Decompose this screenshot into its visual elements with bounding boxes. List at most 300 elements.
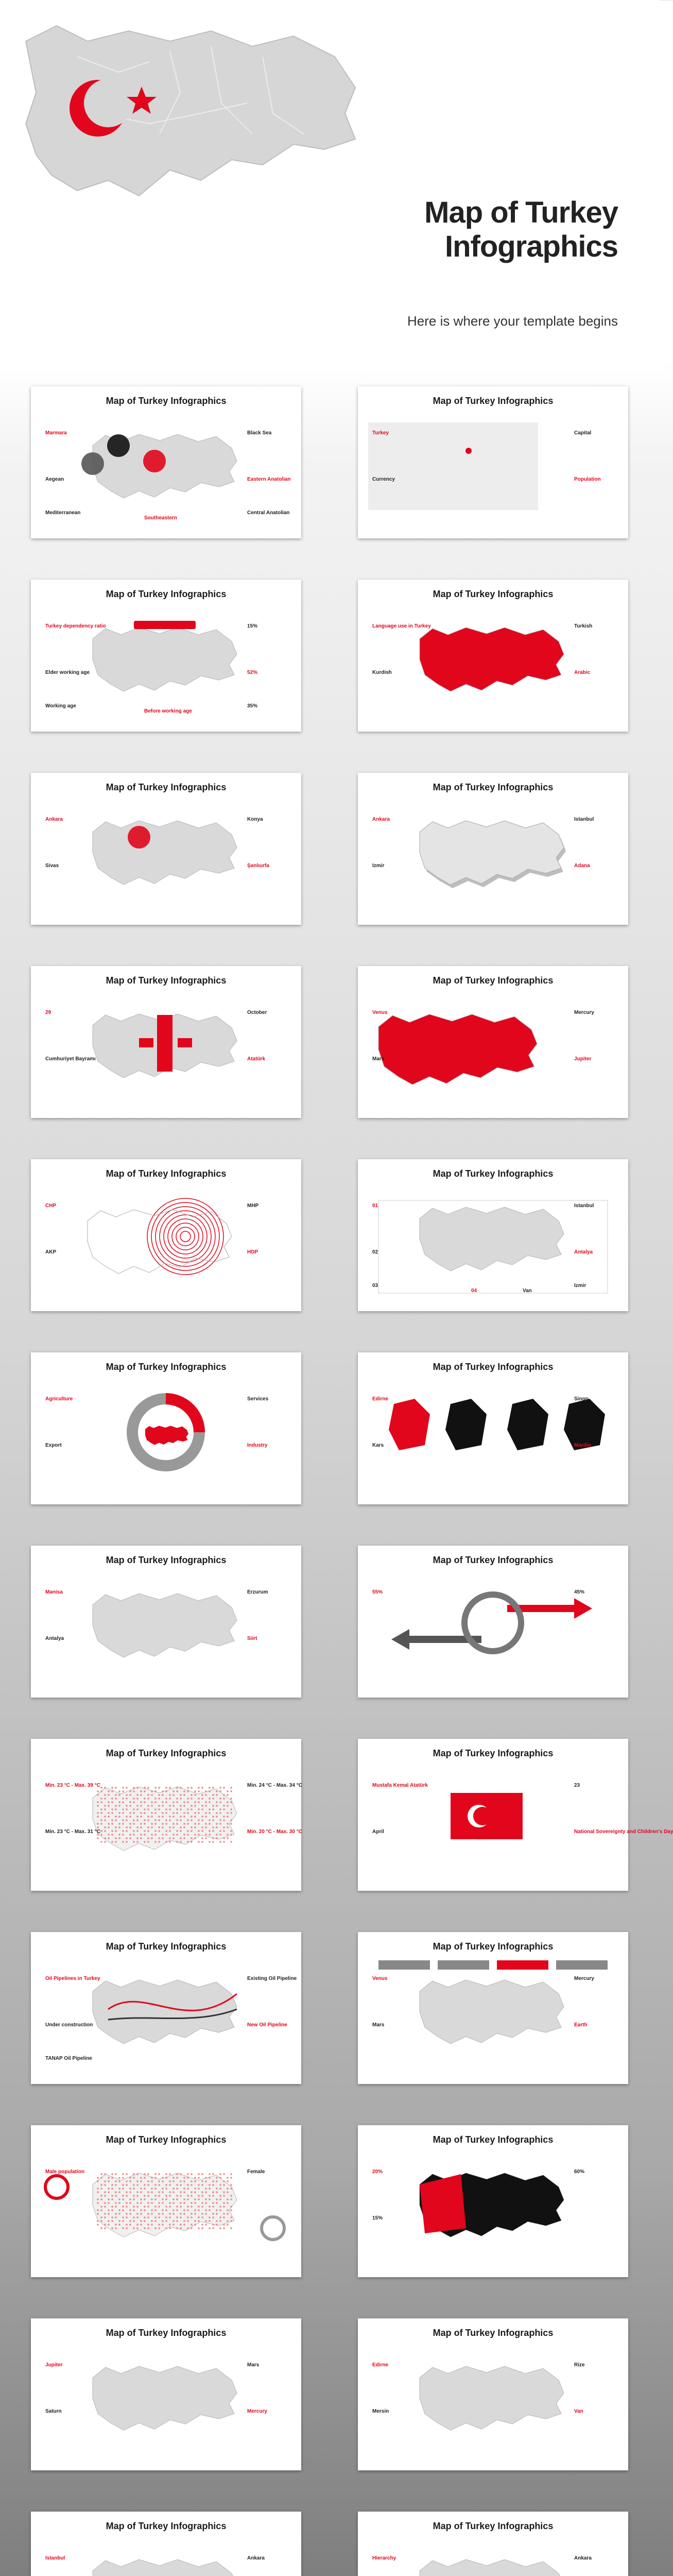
map-dot (158, 1819, 160, 1821)
map-dot (198, 2206, 200, 2208)
map-dot (144, 2184, 146, 2186)
map-dot (140, 1805, 142, 1807)
map-dot (136, 1830, 139, 1832)
map-dot (191, 1841, 193, 1843)
map-dot (230, 2188, 232, 2190)
map-dot (115, 1830, 117, 1832)
slide-7[interactable] (31, 966, 301, 1118)
map-dot (216, 2191, 218, 2193)
slide-label: Sivas (45, 863, 59, 869)
map-dot (118, 2177, 120, 2179)
map-dot (205, 1805, 207, 1807)
map-dot (108, 2213, 110, 2215)
map-dot (154, 1823, 157, 1825)
map-dot (144, 1841, 146, 1843)
map-dot (223, 2184, 225, 2186)
map-dot (212, 2227, 214, 2229)
map-dot (115, 2173, 117, 2175)
map-dot (216, 1816, 218, 1818)
map-dot (158, 2227, 160, 2229)
map-dot (180, 1798, 182, 1800)
slide-title: Map of Turkey Infographics (433, 1362, 554, 1372)
map-dot (129, 1794, 131, 1796)
map-dot (97, 1816, 99, 1818)
map-dot (198, 1798, 200, 1800)
map-dot (230, 2198, 232, 2200)
slide-14[interactable] (358, 1546, 628, 1698)
map-dot (191, 2195, 193, 2197)
map-dot (111, 2198, 113, 2200)
map-dot (187, 2220, 189, 2222)
map-dot (187, 2209, 189, 2211)
map-dot (169, 2213, 171, 2215)
map-dot (212, 1798, 214, 1800)
slide-24[interactable] (358, 2512, 628, 2576)
slide-label: Adana (574, 863, 590, 869)
map-dot (129, 1834, 131, 1836)
mini-map (145, 1426, 188, 1445)
map-dot (162, 2177, 164, 2179)
slide-label: Konya (247, 817, 263, 822)
slide-title: Map of Turkey Infographics (433, 1555, 554, 1565)
map-dot (176, 1787, 178, 1789)
map-dot (194, 2191, 196, 2193)
map-dot (191, 1819, 193, 1821)
map-dot (154, 2227, 157, 2229)
map-dot (183, 2220, 185, 2222)
map-dot (209, 1798, 211, 1800)
map-dot (144, 1823, 146, 1825)
map-dot (230, 1801, 232, 1803)
map-dot (223, 2191, 225, 2193)
map-dot (126, 1826, 128, 1828)
map-dot (169, 1819, 171, 1821)
map-dot (122, 1819, 124, 1821)
slide-6[interactable] (358, 773, 628, 925)
slide-15[interactable] (31, 1739, 301, 1891)
map-dot (223, 1805, 225, 1807)
slide-label: Jupiter (45, 2362, 63, 2368)
map-dot (227, 2177, 229, 2179)
map-dot (180, 2206, 182, 2208)
map-dot (100, 2227, 102, 2229)
map-dot (172, 2202, 175, 2204)
map-dot (198, 1808, 200, 1810)
slide-label: 15% (372, 2215, 383, 2221)
slide-graphic (358, 966, 628, 1118)
map-dot (176, 2227, 178, 2229)
slide-title: Map of Turkey Infographics (433, 1941, 554, 1952)
slide-graphic (31, 1739, 301, 1891)
map-dot (133, 2198, 135, 2200)
map-dot (191, 2227, 193, 2229)
map-dot (126, 2216, 128, 2218)
map-dot (201, 2216, 203, 2218)
map-dot (230, 2216, 232, 2218)
slide-graphic (358, 773, 628, 925)
slide-title: Map of Turkey Infographics (106, 1555, 227, 1565)
map-dot (162, 2198, 164, 2200)
map-dot (180, 2173, 182, 2175)
map-dot (144, 2173, 146, 2175)
map-dot (180, 2227, 182, 2229)
map-dot (129, 2220, 131, 2222)
map-dot (151, 1794, 153, 1796)
map-dot (183, 1790, 185, 1792)
map-dot (172, 2198, 175, 2200)
map-dot (230, 2209, 232, 2211)
map-dot (180, 1826, 182, 1828)
map-dot (230, 2195, 232, 2197)
map-dot (205, 1826, 207, 1828)
map-dot (111, 1823, 113, 1825)
map-dot (140, 1801, 142, 1803)
tab-box (378, 1960, 430, 1970)
map-dot (227, 1834, 229, 1836)
map-dot (136, 2216, 139, 2218)
map-dot (97, 1812, 99, 1814)
map-dot (223, 2224, 225, 2226)
map-dot (201, 2184, 203, 2186)
map-dot (172, 1805, 175, 1807)
map-dot (205, 2188, 207, 2190)
map-dot (223, 2213, 225, 2215)
slide-21[interactable] (31, 2318, 301, 2470)
slide-11[interactable] (31, 1352, 301, 1504)
map-dot (198, 2227, 200, 2229)
map-dot (169, 1837, 171, 1839)
map-dot (111, 1790, 113, 1792)
map-dot (227, 2209, 229, 2211)
map-dot (154, 1808, 157, 1810)
slide-label: National Sovereignty and Children's Day (574, 1829, 673, 1835)
map-dot (227, 2188, 229, 2190)
ring (176, 1227, 195, 1246)
slide-label: MHP (247, 1203, 259, 1209)
map-dot (140, 2224, 142, 2226)
map-dot (126, 2227, 128, 2229)
map-dot (122, 2195, 124, 2197)
map-dot (122, 2173, 124, 2175)
map-dot (108, 1812, 110, 1814)
map-dot (115, 1816, 117, 1818)
slide-label: Male population (45, 2169, 85, 2175)
map-dot (162, 1805, 164, 1807)
slide-label: Venus (372, 1976, 388, 1981)
map-dot (194, 2180, 196, 2182)
map-dot (133, 1801, 135, 1803)
slide-graphic (358, 2512, 628, 2576)
map-dot (104, 2191, 106, 2193)
map-dot (111, 2173, 113, 2175)
map-dot (183, 1801, 185, 1803)
map-dot (147, 1830, 149, 1832)
map-dot (191, 2216, 193, 2218)
map-dot (104, 2180, 106, 2182)
map-dot (230, 1812, 232, 1814)
map-dot (216, 2188, 218, 2190)
map-dot (180, 1816, 182, 1818)
map-dot (115, 1794, 117, 1796)
map-dot (201, 2213, 203, 2215)
map-dot (147, 1837, 149, 1839)
slide-2[interactable] (358, 386, 628, 538)
map-dot (147, 2195, 149, 2197)
map-dot (100, 2195, 102, 2197)
map-dot (205, 1823, 207, 1825)
map-dot (154, 2173, 157, 2175)
map-dot (133, 2227, 135, 2229)
map-dot (136, 1794, 139, 1796)
slide-label: 20% (372, 2169, 383, 2175)
map-dot (151, 1816, 153, 1818)
slide-12[interactable] (358, 1352, 628, 1504)
map-dot (169, 2227, 171, 2229)
map-dot (108, 1834, 110, 1836)
map-dot (187, 1790, 189, 1792)
map-dot (115, 1808, 117, 1810)
map-dot (140, 1816, 142, 1818)
map-dot (230, 2177, 232, 2179)
slide-5[interactable] (31, 773, 301, 925)
map-dot (216, 1812, 218, 1814)
slide-22[interactable] (358, 2318, 628, 2470)
map-dot (212, 2213, 214, 2215)
map-dot (209, 2198, 211, 2200)
slide-label: Marmara (45, 430, 67, 436)
map-dot (108, 1805, 110, 1807)
map-dot (111, 1841, 113, 1843)
map-dot (118, 2191, 120, 2193)
map-dot (140, 2198, 142, 2200)
slide-20[interactable] (358, 2125, 628, 2277)
map-dot (205, 1837, 207, 1839)
map-dot (133, 2209, 135, 2211)
map-dot (147, 1787, 149, 1789)
map-dot (216, 1805, 218, 1807)
slide-8[interactable] (358, 966, 628, 1118)
slide-label: Edirne (372, 2362, 389, 2368)
map-dot (219, 1790, 221, 1792)
map-dot (230, 1808, 232, 1810)
map-dot (205, 2220, 207, 2222)
map-dot (100, 1790, 102, 1792)
map-dot (165, 1823, 167, 1825)
map-dot (115, 1805, 117, 1807)
map-dot (118, 2180, 120, 2182)
map-dot (140, 2202, 142, 2204)
map-dot (154, 1830, 157, 1832)
map-dot (176, 1808, 178, 1810)
slide-label: AKP (45, 1249, 57, 1255)
map-dot (191, 2206, 193, 2208)
map-dot (219, 2220, 221, 2222)
map-dot (126, 2206, 128, 2208)
map-dot (136, 1841, 139, 1843)
ring (151, 1202, 219, 1270)
map-dot (97, 1837, 99, 1839)
turkey-marker (465, 448, 472, 454)
map-dot (216, 2220, 218, 2222)
map-dot (111, 1834, 113, 1836)
hero-cover (0, 0, 659, 371)
map-dot (115, 2224, 117, 2226)
slide-label: Under construction (45, 2022, 93, 2028)
map-dot (216, 2213, 218, 2215)
map-dot (104, 1837, 106, 1839)
map-dot (97, 1823, 99, 1825)
map-dot (122, 1801, 124, 1803)
map-dot (118, 2213, 120, 2215)
map-dot (162, 1816, 164, 1818)
map-dot (165, 2177, 167, 2179)
map-dot (223, 1830, 225, 1832)
map-dot (136, 2173, 139, 2175)
map-dot (111, 1830, 113, 1832)
map-dot (118, 1790, 120, 1792)
map-dot (230, 1830, 232, 1832)
slide-label: 52% (247, 670, 258, 675)
map-dot (183, 2191, 185, 2193)
map-dot (129, 1805, 131, 1807)
slide-23[interactable] (31, 2512, 301, 2576)
slide-label: Female (247, 2169, 265, 2175)
slide-label: Export (45, 1443, 62, 1448)
slide-label: Before working age (144, 708, 192, 714)
map-dot (183, 1837, 185, 1839)
slide-graphic (31, 773, 301, 925)
map-dot (100, 1798, 102, 1800)
map-dot (183, 2188, 185, 2190)
slide-label: Mersin (372, 2409, 389, 2414)
map-dot (180, 2202, 182, 2204)
map-dot (176, 1812, 178, 1814)
slide-title: Map of Turkey Infographics (433, 2134, 554, 2145)
map-dot (151, 1801, 153, 1803)
map-dot (165, 1798, 167, 1800)
map-dot (97, 2202, 99, 2204)
map-dot (172, 1812, 175, 1814)
map-dot (97, 1794, 99, 1796)
map-dot (201, 1841, 203, 1843)
map-dot (183, 2180, 185, 2182)
map-dot (172, 2224, 175, 2226)
map-dot (176, 2177, 178, 2179)
map-dot (97, 1826, 99, 1828)
slide-label: Antalya (574, 1249, 593, 1255)
map-dot (219, 2206, 221, 2208)
map-dot (227, 1837, 229, 1839)
map-dot (212, 2191, 214, 2193)
map-dot (191, 1805, 193, 1807)
slide-4[interactable] (358, 580, 628, 732)
map-dot (194, 2202, 196, 2204)
slide-label: Mediterranean (45, 510, 81, 516)
slide-label: Ankara (372, 817, 390, 822)
map-dot (180, 1830, 182, 1832)
ring (168, 1219, 203, 1254)
map-dot (122, 2220, 124, 2222)
map-dot (205, 2202, 207, 2204)
slide-graphic (358, 1739, 628, 1891)
slide-18[interactable] (358, 1932, 628, 2084)
map-dot (194, 2188, 196, 2190)
turkey-map (420, 1207, 564, 1271)
map-dot (162, 2224, 164, 2226)
map-dot (100, 2220, 102, 2222)
map-dot (230, 1819, 232, 1821)
map-dot (191, 1837, 193, 1839)
map-dot (198, 1830, 200, 1832)
map-dot (100, 2198, 102, 2200)
map-dot (136, 1837, 139, 1839)
slide-3[interactable] (31, 580, 301, 732)
map-dot (118, 2224, 120, 2226)
map-dot (165, 2227, 167, 2229)
map-dot (104, 1816, 106, 1818)
map-dot (205, 2209, 207, 2211)
map-dot (100, 1812, 102, 1814)
region-mark (143, 450, 166, 472)
map-dot (205, 1790, 207, 1792)
turkey-map (93, 1594, 237, 1657)
map-dot (198, 2177, 200, 2179)
slide-label: 15% (247, 623, 258, 629)
map-dot (108, 2202, 110, 2204)
map-dot (194, 2177, 196, 2179)
map-dot (172, 2180, 175, 2182)
map-dot (122, 1830, 124, 1832)
map-dot (122, 2184, 124, 2186)
map-dot (97, 1805, 99, 1807)
map-dot (212, 1830, 214, 1832)
map-dot (144, 1834, 146, 1836)
map-dot (158, 2180, 160, 2182)
map-dot (154, 2195, 157, 2197)
map-dot (140, 1823, 142, 1825)
map-dot (212, 2224, 214, 2226)
map-dot (118, 2202, 120, 2204)
slide-1[interactable] (31, 386, 301, 538)
map-dot (216, 1826, 218, 1828)
map-dot (230, 2184, 232, 2186)
slide-label: Min. 24 °C - Max. 34 °C (247, 1783, 302, 1788)
map-dot (100, 1819, 102, 1821)
map-dot (104, 2206, 106, 2208)
map-dot (191, 1808, 193, 1810)
map-dot (158, 1830, 160, 1832)
map-dot (151, 1837, 153, 1839)
slide-16[interactable] (358, 1739, 673, 1891)
ratio-bar (134, 621, 196, 629)
map-dot (100, 1841, 102, 1843)
map-dot (162, 1812, 164, 1814)
map-dot (194, 1790, 196, 1792)
slide-9[interactable] (31, 1159, 301, 1311)
map-dot (172, 1794, 175, 1796)
slide-label: Istanbul (574, 817, 594, 822)
slide-10[interactable] (358, 1159, 628, 1311)
map-dot (180, 2216, 182, 2218)
slide-19[interactable] (31, 2125, 301, 2277)
map-dot (154, 2220, 157, 2222)
map-dot (111, 2209, 113, 2211)
map-dot (129, 2188, 131, 2190)
map-dot (209, 1830, 211, 1832)
map-dot (223, 1841, 225, 1843)
slide-13[interactable] (31, 1546, 301, 1698)
slide-17[interactable] (31, 1932, 301, 2084)
